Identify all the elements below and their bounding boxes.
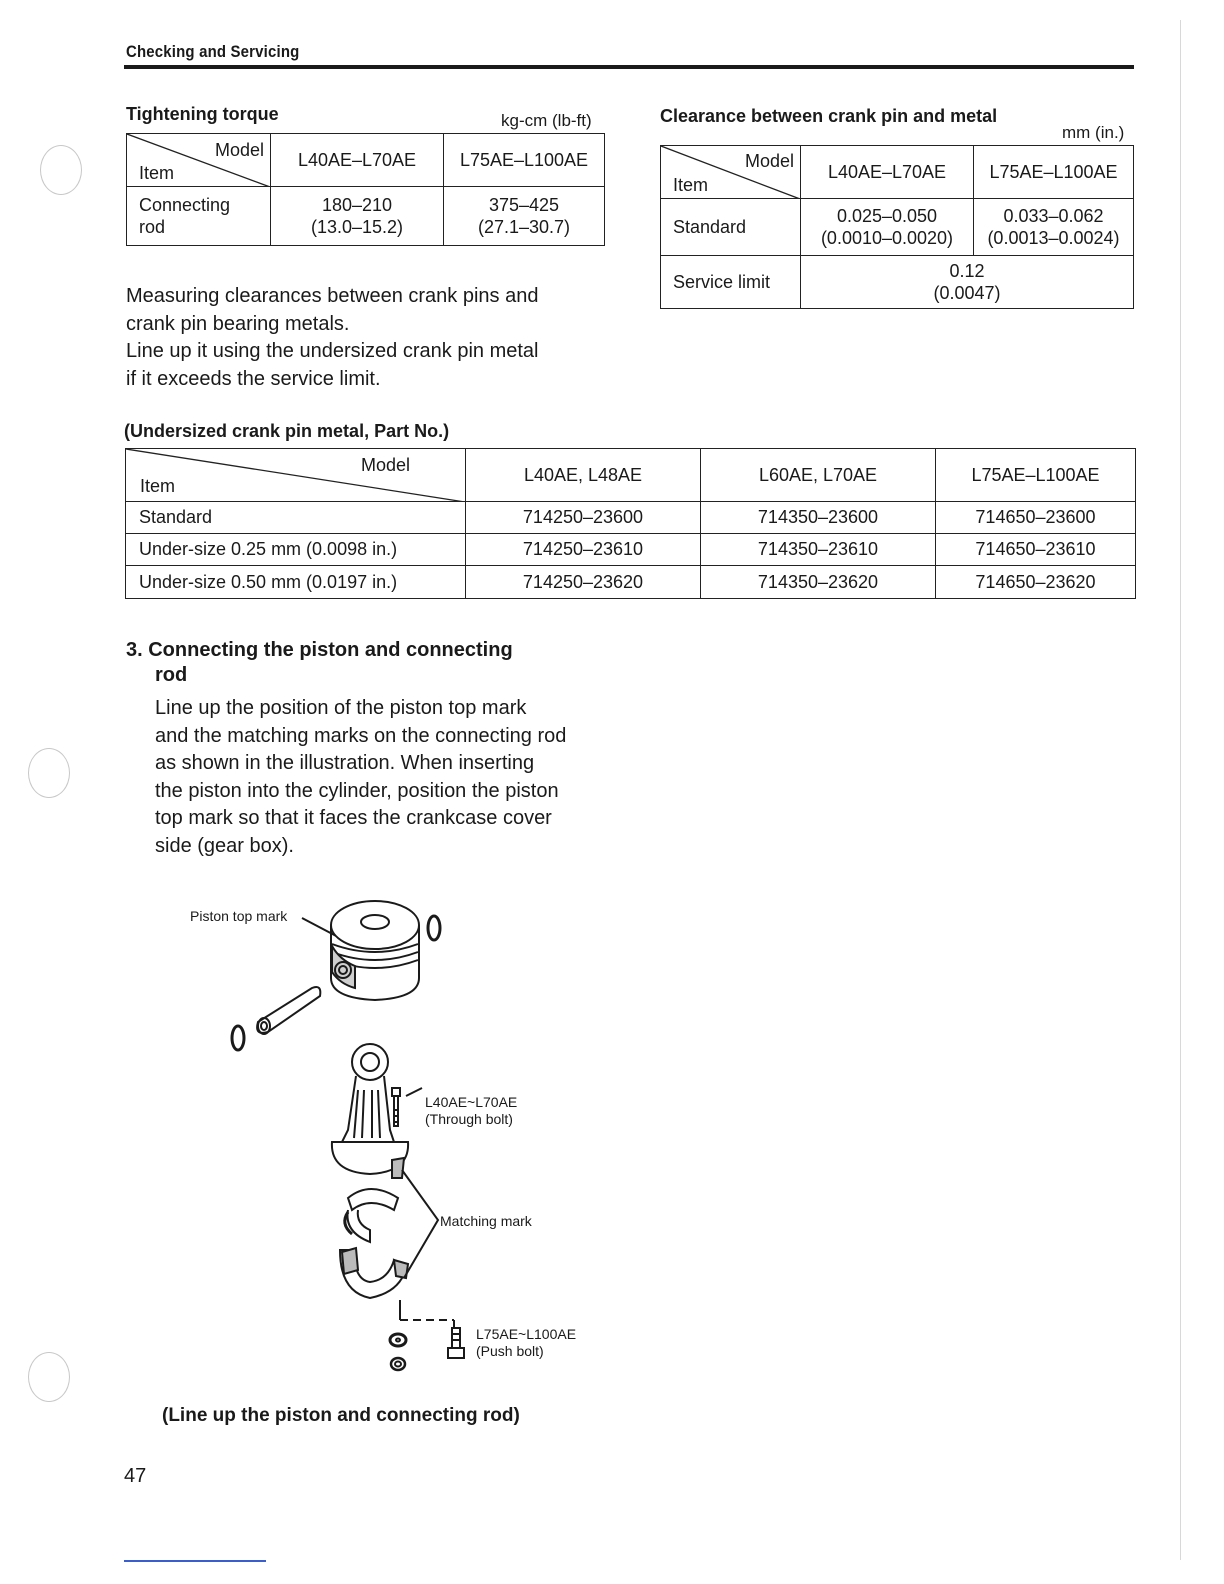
section-3-body: [155, 695, 607, 860]
through-bolt-label-line2: (Through bolt): [425, 1111, 513, 1127]
clearance-col-2: L75AE–L100AE: [974, 146, 1134, 199]
measuring-line: if it exceeds the service limit.: [126, 367, 381, 390]
item-label: Item: [140, 476, 176, 496]
punch-hole-middle: [28, 748, 70, 798]
piston-icon: [331, 901, 419, 1000]
washer-icon: [390, 1334, 406, 1346]
push-bolt-icon: [448, 1328, 464, 1358]
undersized-cell: 714350–23600: [701, 502, 936, 534]
illustration-caption: (Line up the piston and connecting rod): [162, 1405, 520, 1426]
section-3-line: side (gear box).: [155, 834, 294, 857]
measuring-line: Line up it using the undersized crank pin metal: [126, 340, 539, 362]
table-row: [126, 566, 1136, 599]
undersized-cell: 714650–23600: [936, 502, 1136, 534]
scan-edge-line: [1180, 20, 1181, 1560]
table-row: [126, 534, 1136, 566]
model-label: Model: [214, 140, 264, 160]
clearance-header-corner: [661, 146, 801, 199]
punch-hole-top: [40, 145, 82, 195]
undersized-header-corner: [126, 449, 466, 502]
torque-col-1: L40AE–L70AE: [271, 134, 444, 187]
clearance-title: Clearance between crank pin and metal: [660, 106, 998, 126]
undersized-row-item: Under-size 0.50 mm (0.0197 in.): [126, 566, 466, 599]
section-3-heading-line2: rod: [155, 664, 188, 686]
piston-top-mark-label: Piston top mark: [190, 908, 288, 924]
snap-ring-icon: [428, 916, 440, 940]
clearance-table: [660, 145, 1134, 309]
torque-table: [126, 133, 605, 246]
model-label: Model: [744, 151, 794, 171]
footer-blue-rule: [124, 1560, 266, 1562]
clearance-unit: mm (in.): [1062, 123, 1125, 142]
punch-hole-bottom: [28, 1352, 70, 1402]
snap-ring-icon: [232, 1026, 244, 1050]
section-3-line: the piston into the cylinder, position the piston: [155, 779, 559, 802]
matching-mark-label: Matching mark: [440, 1213, 532, 1229]
undersized-cell: 714350–23620: [701, 566, 936, 599]
torque-row-item: [127, 187, 271, 246]
clearance-service-limit-value: [801, 256, 1134, 309]
torque-item-line2: rod: [139, 217, 166, 237]
undersized-row-item: Under-size 0.25 mm (0.0098 in.): [126, 534, 466, 566]
undersized-col-2: L60AE, L70AE: [701, 449, 936, 502]
undersized-cell: 714650–23610: [936, 534, 1136, 566]
nut-icon: [391, 1358, 405, 1370]
clearance-standard-value-1: [801, 199, 974, 256]
push-bolt-label-line1: L75AE~L100AE: [476, 1326, 577, 1342]
torque-unit: kg-cm (lb-ft): [501, 111, 592, 130]
clearance-service-limit-label: Service limit: [661, 256, 801, 309]
undersized-cell: 714250–23610: [466, 534, 701, 566]
section-3-heading: [126, 638, 513, 688]
torque-value-1: [271, 187, 444, 246]
undersized-row-item: Standard: [126, 502, 466, 534]
item-label: Item: [673, 175, 709, 195]
section-3-line: as shown in the illustration. When inserting: [155, 752, 535, 774]
torque-title: Tightening torque: [126, 104, 279, 124]
clearance-std-2-line1: 0.033–0.062: [1003, 206, 1104, 226]
diagonal-line: [126, 449, 465, 502]
undersized-cell: 714350–23610: [701, 534, 936, 566]
header-rule: [124, 65, 1134, 69]
model-label: Model: [361, 455, 411, 475]
torque-header-corner: [127, 134, 271, 187]
page-number: 47: [124, 1465, 147, 1487]
undersized-cell: 714250–23620: [466, 566, 701, 599]
undersized-col-3: L75AE–L100AE: [936, 449, 1136, 502]
section-3-line: top mark so that it faces the crankcase cover: [155, 807, 552, 829]
piston-rod-illustration: [180, 880, 620, 1390]
torque-value-1-line1: 180–210: [321, 195, 393, 215]
clearance-standard-label: Standard: [661, 199, 801, 256]
page-header-title: Checking and Servicing: [126, 42, 300, 61]
section-3-line: Line up the position of the piston top mark: [155, 697, 527, 719]
section-3-line: and the matching marks on the connecting rod: [155, 724, 567, 747]
torque-item-line1: Connecting: [139, 195, 231, 215]
torque-value-2-line2: (27.1–30.7): [477, 217, 571, 237]
measuring-line: Measuring clearances between crank pins and: [126, 285, 539, 307]
service-limit-line2: (0.0047): [933, 283, 1001, 303]
clearance-col-1: L40AE–L70AE: [801, 146, 974, 199]
section-3-heading-line1: 3. Connecting the piston and connecting: [126, 639, 513, 661]
piston-pin-icon: [257, 987, 320, 1034]
bearing-shell-icon: [345, 1189, 398, 1242]
through-bolt-icon: [392, 1088, 422, 1126]
rod-cap-icon: [340, 1248, 408, 1298]
undersized-table: [125, 448, 1136, 599]
torque-value-2-line1: 375–425: [488, 195, 560, 215]
push-bolt-label-line2: (Push bolt): [476, 1343, 544, 1359]
through-bolt-label: [425, 1094, 517, 1128]
item-label: Item: [139, 163, 175, 183]
undersized-col-1: L40AE, L48AE: [466, 449, 701, 502]
table-row: [126, 502, 1136, 534]
torque-value-2: [444, 187, 605, 246]
clearance-std-2-line2: (0.0013–0.0024): [987, 228, 1120, 248]
matching-mark-leader: [402, 1170, 438, 1278]
measuring-line: crank pin bearing metals.: [126, 312, 350, 335]
measuring-paragraph: [126, 283, 606, 393]
torque-col-2: L75AE–L100AE: [444, 134, 605, 187]
service-limit-line1: 0.12: [949, 261, 985, 281]
through-bolt-label-line1: L40AE~L70AE: [425, 1094, 518, 1110]
push-bolt-label: [476, 1326, 576, 1360]
clearance-standard-value-2: [974, 199, 1134, 256]
undersized-cell: 714650–23620: [936, 566, 1136, 599]
clearance-std-1-line2: (0.0010–0.0020): [820, 228, 954, 248]
clearance-std-1-line1: 0.025–0.050: [836, 206, 938, 226]
undersized-cell: 714250–23600: [466, 502, 701, 534]
undersized-title: (Undersized crank pin metal, Part No.): [124, 421, 450, 441]
torque-value-1-line2: (13.0–15.2): [310, 217, 404, 237]
